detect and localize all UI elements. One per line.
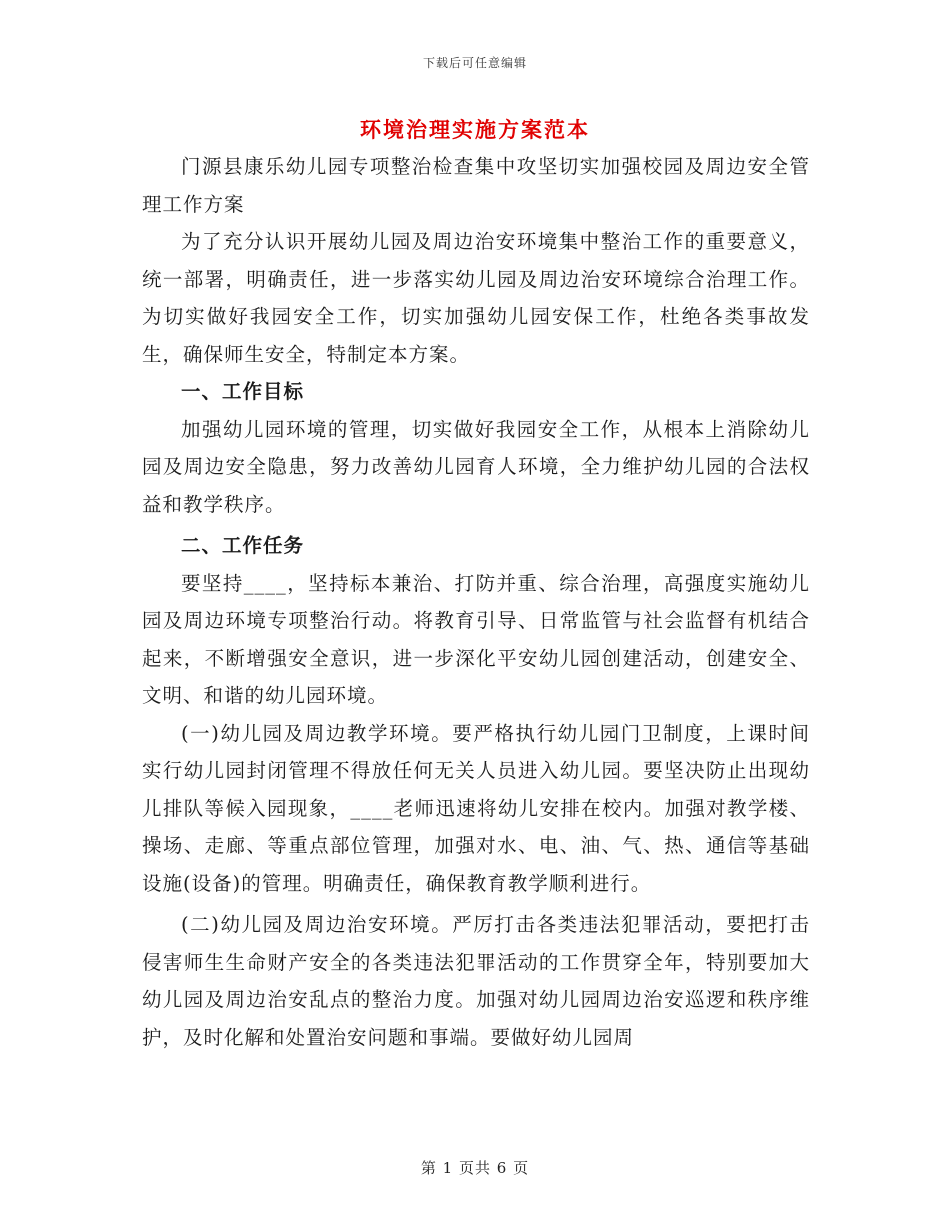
document-title: 环境治理实施方案范本 [360,117,590,142]
page-number-footer: 第 1 页共 6 页 [420,1159,530,1177]
paragraph-teaching-environment: (一)幼儿园及周边教学环境。要严格执行幼儿园门卫制度，上课时间实行幼儿园封闭管理不得放任何无关人员进入幼儿园。要坚决防止出现幼儿排队等候入园现象，____老师迅速将幼儿安排在校内。加强对教学楼、操场、走廊、等重点部位管理，加强对水、电、油、气、热、通信等基础设施(设备)的管理。明确责任，确保教育教学顺利进行。 [142,721,810,895]
section-heading-tasks: 二、工作任务 [181,534,305,557]
page-header-note: 下载后可任意编辑 [422,56,527,70]
paragraph-goals: 加强幼儿园环境的管理，切实做好我园安全工作，从根本上消除幼儿园及周边安全隐患，努力改善幼儿园育人环境，全力维护幼儿园的合法权益和教学秩序。 [142,417,810,516]
paragraph-intro: 为了充分认识开展幼儿园及周边治安环境集中整治工作的重要意义，统一部署，明确责任，进一步落实幼儿园及周边治安环境综合治理工作。为切实做好我园安全工作，切实加强幼儿园安保工作，杜绝各类事故发生，确保师生安全，特制定本方案。 [142,230,810,366]
document-body [142,148,810,1056]
paragraph-tasks: 要坚持____，坚持标本兼治、打防并重、综合治理，高强度实施幼儿园及周边环境专项整治行动。将教育引导、日常监管与社会监督有机结合起来，不断增强安全意识，进一步深化平安幼儿园创建活动，创建安全、文明、和谐的幼儿园环境。 [142,571,810,707]
section-heading-goals: 一、工作目标 [181,380,305,403]
paragraph-security-environment: (二)幼儿园及周边治安环境。严厉打击各类违法犯罪活动，要把打击侵害师生生命财产安全的各类违法犯罪活动的工作贯穿全年，特别要加大幼儿园及周边治安乱点的整治力度。加强对幼儿园周边治安巡逻和秩序维护，及时化解和处置治安问题和事端。要做好幼儿园周 [142,913,810,1049]
paragraph-subtitle: 门源县康乐幼儿园专项整治检查集中攻坚切实加强校园及周边安全管理工作方案 [142,155,810,216]
